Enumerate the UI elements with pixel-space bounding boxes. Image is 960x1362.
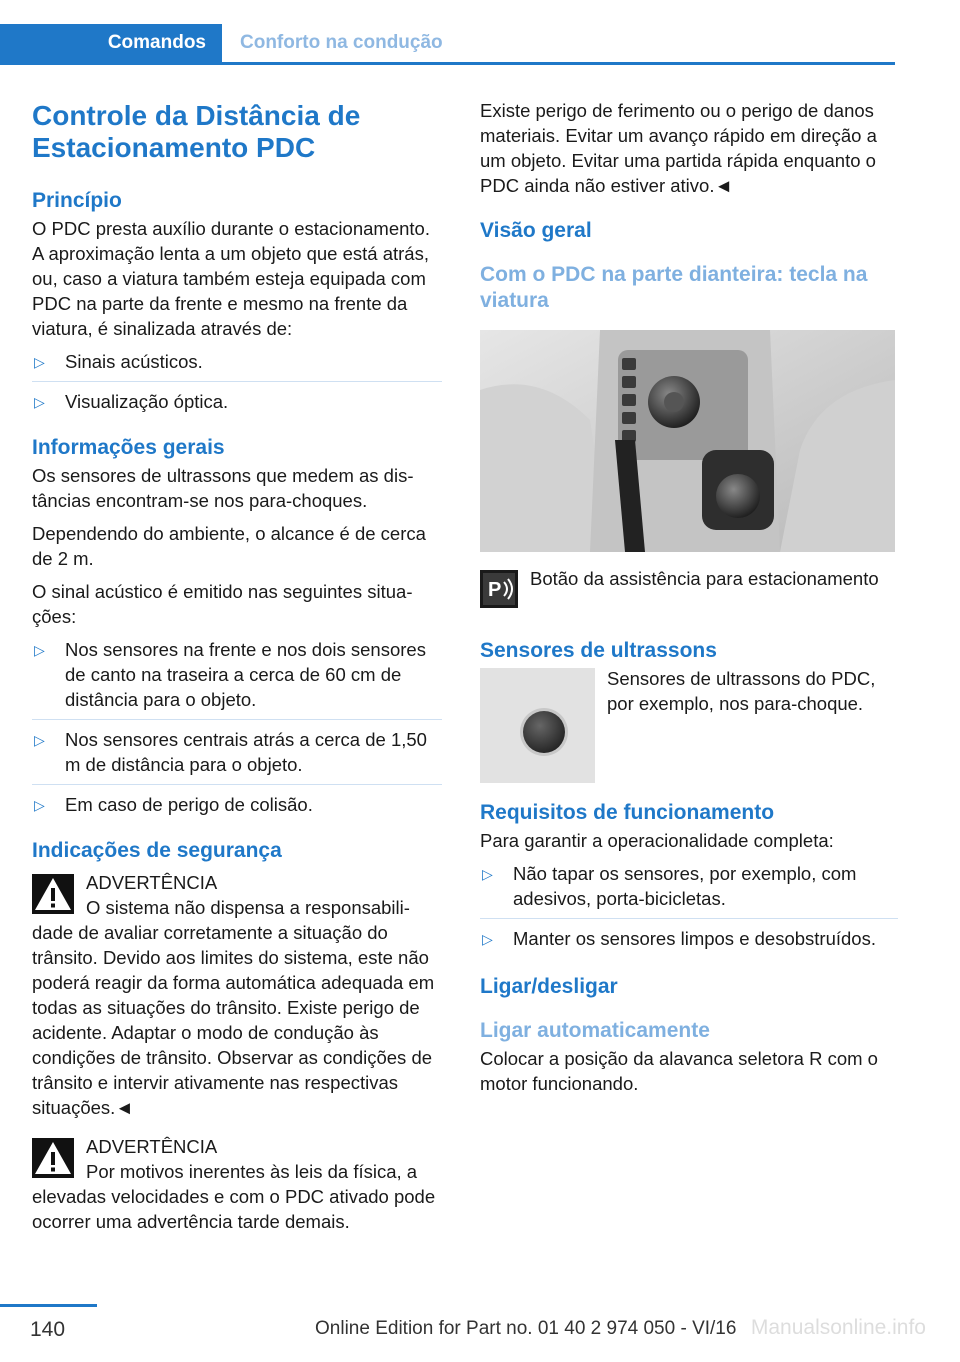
list-item: ▷ Nos sensores centrais atrás a cerca de 1,50 m de distância para o objeto.: [32, 727, 442, 785]
heading-seguranca: Indicações de segurança: [32, 839, 282, 862]
pdc-button-caption: [480, 566, 898, 616]
heading-ligar: Ligar/desligar: [480, 975, 618, 998]
continued-text: Existe perigo de ferimento ou o perigo de danos materiais. Evitar um avanço rápido em direção a um objeto. Evitar uma partida rápida enquanto o PDC ainda não estiver ativo.◄: [480, 100, 877, 196]
list-item: ▷ Manter os sensores limpos e desobstruídos.: [480, 926, 898, 958]
auto-text: Colocar a posição da alavanca seletora R com o motor funcionando.: [480, 1048, 878, 1094]
caption-text: Botão da assistência para estacionamento: [530, 568, 879, 589]
center-console-photo: [480, 330, 895, 552]
heading-auto: Ligar automaticamente: [480, 1019, 710, 1042]
list-item: ▷ Visualização óptica.: [32, 389, 442, 421]
triangle-bullet-icon: ▷: [34, 394, 45, 410]
gerais-p3: O sinal acústico é emitido nas seguintes situações:: [32, 581, 413, 627]
heading-requisitos: Requisitos de funcionamento: [480, 801, 775, 824]
triangle-bullet-icon: ▷: [34, 797, 45, 813]
requisitos-text: Para garantir a operacionalidade completa:: [480, 830, 834, 851]
sensor-block: [480, 666, 898, 786]
gerais-list: [32, 637, 442, 824]
gerais-p2: Dependendo do ambiente, o alcance é de cerca de 2 m.: [32, 523, 426, 569]
heading-visao: Visão geral: [480, 219, 592, 242]
heading-principio: Princípio: [32, 189, 122, 212]
pdc-parking-icon: [480, 570, 518, 608]
list-item: ▷ Não tapar os sensores, por exemplo, com adesivos, porta-bicicletas.: [480, 861, 898, 919]
triangle-bullet-icon: ▷: [34, 354, 45, 370]
ultrasonic-sensor-photo: [480, 668, 595, 783]
left-column: [32, 100, 442, 1234]
warning-1: [32, 870, 442, 1120]
heading-gerais: Informações gerais: [32, 436, 225, 459]
list-item: ▷ Nos sensores na frente e nos dois sensores de canto na traseira a cerca de 60 cm de distância para o objeto.: [32, 637, 442, 720]
principio-text: O PDC presta auxílio durante o estacionamento. A aproximação lenta a um objeto que está atrás, ou, caso a viatura também esteja equipada com PDC na parte da frente e mesmo na frente da viatura, é sinalizada através de:: [32, 218, 430, 339]
watermark: Manualsonline.info: [750, 1316, 926, 1339]
warning-triangle-icon: [32, 1138, 74, 1178]
right-column: [480, 98, 898, 1104]
triangle-bullet-icon: ▷: [34, 732, 45, 748]
edition-text: Online Edition for Part no. 01 40 2 974 050 - VI/16: [315, 1318, 737, 1339]
warning-2-title: ADVERTÊNCIA: [86, 1136, 218, 1157]
page-number: 140: [30, 1318, 66, 1341]
tab-conforto[interactable]: Conforto na condução: [240, 32, 443, 53]
warning-2-text: Por motivos inerentes às leis da física, a elevadas velocidades e com o PDC ativado pode ocorrer uma advertência tarde demais.: [32, 1161, 436, 1232]
chapter-tabbar: [0, 24, 895, 65]
principio-list: [32, 349, 442, 421]
list-item: ▷ Sinais acústicos.: [32, 349, 442, 382]
sensor-text: Sensores de ultrassons do PDC, por exemplo, nos para-choque.: [607, 668, 876, 714]
triangle-bullet-icon: ▷: [34, 642, 45, 658]
warning-2: [32, 1134, 442, 1234]
heading-sensores: Sensores de ultrassons: [480, 639, 717, 662]
triangle-bullet-icon: ▷: [482, 931, 493, 947]
warning-triangle-icon: [32, 874, 74, 914]
warning-1-text: O sistema não dispensa a responsabilidade de avaliar corretamente a situação do trânsito. Devido aos limites do sistema, este não poderá reagir da forma automática adequada em todas as situações do trânsito. Existe perigo de acidente. Adaptar o modo de condução às condições de trânsito. Observar as condições de trânsito e intervir ativamente nas respectivas situações.◄: [32, 897, 435, 1118]
gerais-p1: Os sensores de ultrassons que medem as distâncias encontram-se nos para-choques.: [32, 465, 414, 511]
footer-rule: [0, 1304, 97, 1307]
warning-1-title: ADVERTÊNCIA: [86, 872, 218, 893]
tab-comandos[interactable]: Comandos: [0, 24, 222, 62]
requisitos-list: [480, 861, 898, 958]
svg-text:P: P: [488, 579, 502, 601]
triangle-bullet-icon: ▷: [482, 866, 493, 882]
heading-com-pdc: Com o PDC na parte dianteira: tecla na viatura: [480, 263, 868, 312]
list-item: ▷ Em caso de perigo de colisão.: [32, 792, 442, 824]
page-title: Controle da Distância de Estacionamento PDC: [32, 100, 361, 163]
